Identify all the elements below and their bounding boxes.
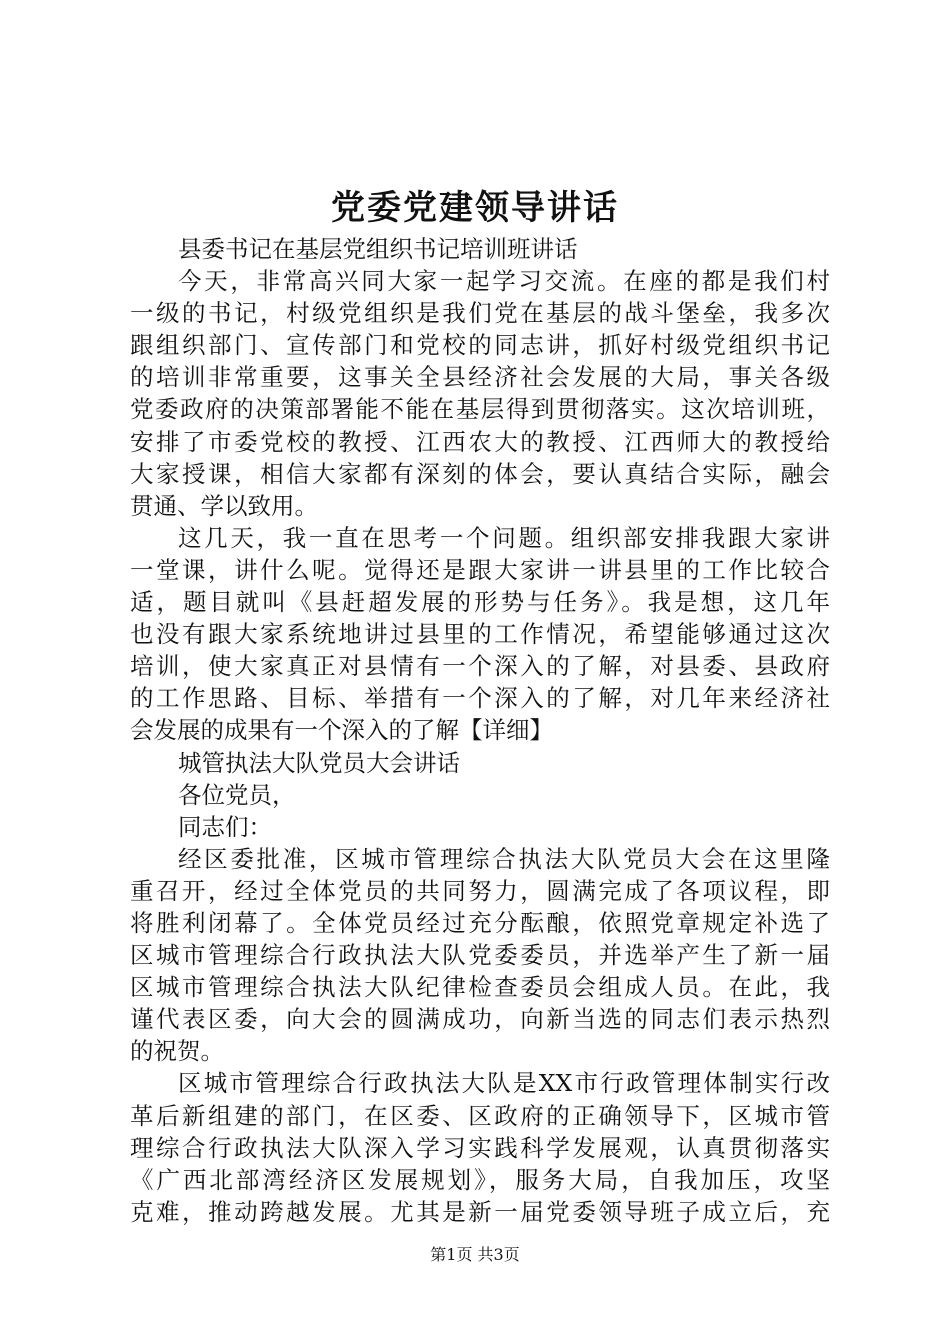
body-line: 区城市管理综合行政执法大队党委委员，并选举产生了新一届 [130, 941, 830, 970]
body-line: 贯通、学以致用。 [130, 491, 318, 520]
body-line: 将胜利闭幕了。全体党员经过充分酝酿，依照党章规定补选了 [130, 908, 830, 937]
document-title: 党委党建领导讲话 [331, 188, 619, 228]
body-line: 党委政府的决策部署能不能在基层得到贯彻落实。这次培训班， [130, 395, 830, 424]
body-line: 培训，使大家真正对县情有一个深入的了解，对县委、县政府 [130, 652, 830, 681]
document-body [130, 233, 830, 1228]
body-line: 这几天，我一直在思考一个问题。组织部安排我跟大家讲 [178, 523, 830, 552]
body-line: 同志们： [178, 812, 272, 841]
body-line: 大家授课，相信大家都有深刻的体会，要认真结合实际，融会 [130, 459, 830, 488]
body-line: 也没有跟大家系统地讲过县里的工作情况，希望能够通过这次 [130, 620, 830, 649]
body-line: 各位党员， [178, 780, 296, 809]
body-line: 的工作思路、目标、举措有一个深入的了解，对几年来经济社 [130, 684, 830, 713]
body-line: 跟组织部门、宣传部门和党校的同志讲，抓好村级党组织书记 [130, 331, 830, 360]
body-line: 今天，非常高兴同大家一起学习交流。在座的都是我们村 [178, 267, 830, 296]
body-line: 理综合行政执法大队深入学习实践科学发展观，认真贯彻落实 [130, 1133, 830, 1162]
body-line: 县委书记在基层党组织书记培训班讲话 [178, 235, 578, 263]
body-line: 城管执法大队党员大会讲话 [178, 748, 460, 777]
body-line: 一级的书记，村级党组织是我们党在基层的战斗堡垒，我多次 [130, 299, 830, 328]
body-line: 重召开，经过全体党员的共同努力，圆满完成了各项议程，即 [130, 876, 830, 905]
body-line: 区城市管理综合行政执法大队是XX市行政管理体制实行改 [178, 1069, 830, 1098]
body-line: 适，题目就叫《县赶超发展的形势与任务》。我是想，这几年 [130, 588, 830, 617]
body-line: 会发展的成果有一个深入的了解【详细】 [130, 716, 553, 745]
body-line: 克难，推动跨越发展。尤其是新一届党委领导班子成立后，充 [130, 1197, 830, 1226]
body-line: 谨代表区委，向大会的圆满成功，向新当选的同志们表示热烈 [130, 1005, 830, 1034]
page-footer: 第1页 共3页 [430, 1245, 520, 1264]
body-line: 的祝贺。 [130, 1037, 224, 1066]
body-line: 《广西北部湾经济区发展规划》，服务大局，自我加压，攻坚 [130, 1165, 830, 1194]
body-line: 安排了市委党校的教授、江西农大的教授、江西师大的教授给 [130, 427, 830, 456]
body-line: 区城市管理综合执法大队纪律检查委员会组成人员。在此，我 [130, 973, 830, 1002]
body-line: 经区委批准，区城市管理综合执法大队党员大会在这里隆 [178, 844, 830, 873]
body-line: 革后新组建的部门，在区委、区政府的正确领导下，区城市管 [130, 1101, 830, 1130]
body-line: 的培训非常重要，这事关全县经济社会发展的大局，事关各级 [130, 363, 830, 392]
body-line: 一堂课，讲什么呢。觉得还是跟大家讲一讲县里的工作比较合 [130, 555, 830, 584]
